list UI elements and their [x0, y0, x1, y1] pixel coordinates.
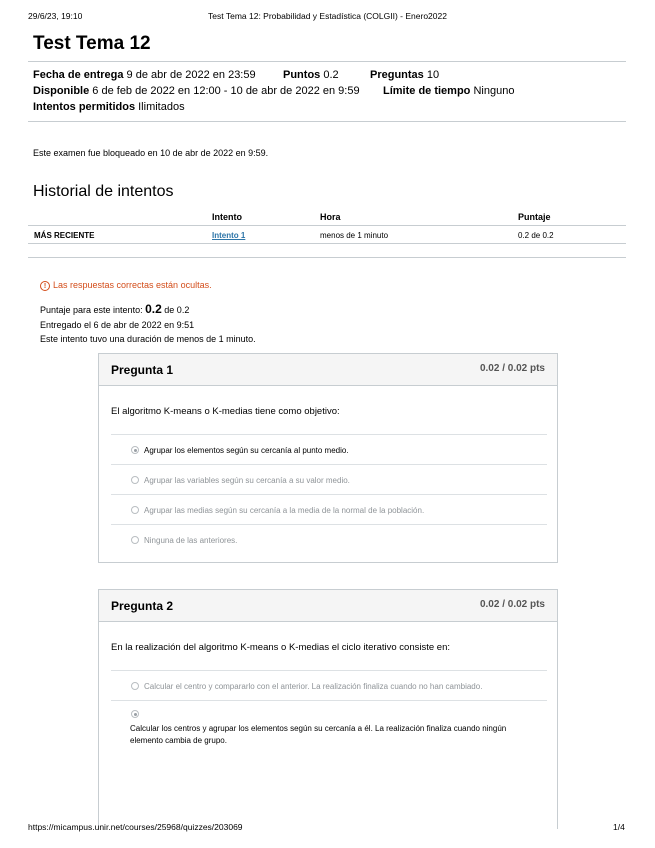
- question-title: Pregunta 1: [111, 363, 174, 377]
- due-value: 9 de abr de 2022 en 23:59: [126, 69, 256, 81]
- divider: [28, 61, 626, 62]
- locked-message: Este examen fue bloqueado en 10 de abr de 2022 en 9:59.: [33, 148, 269, 158]
- submitted-line: Entregado el 6 de abr de 2022 en 9:51: [40, 320, 195, 330]
- answer-option[interactable]: [111, 494, 547, 524]
- points-meta: [283, 69, 339, 81]
- history-row-score: 0.2 de 0.2: [518, 231, 554, 240]
- available-meta: [33, 85, 360, 97]
- question-text: En la realización del algoritmo K-means o K-medias el ciclo iterativo consiste en:: [111, 642, 450, 653]
- question-card: [98, 589, 558, 829]
- history-title: Historial de intentos: [33, 183, 174, 200]
- question-points: 0.02 / 0.02 pts: [479, 599, 545, 610]
- answer-label: Calcular el centro y compararlo con el anterior. La realización finaliza cuando no han cambiado.: [144, 682, 483, 691]
- footer-url: https://micampus.unir.net/courses/25968/quizzes/203069: [28, 822, 243, 832]
- radio-icon: [131, 536, 139, 544]
- history-row-time: menos de 1 minuto: [320, 231, 389, 240]
- answer-label: Agrupar las variables según su cercanía a su valor medio.: [144, 476, 350, 485]
- radio-selected-icon: [131, 710, 139, 718]
- answer-option[interactable]: [111, 670, 547, 700]
- history-header-row: [28, 208, 626, 226]
- meta-line-1: [33, 69, 256, 81]
- divider: [28, 257, 626, 258]
- time-limit-label: Límite de tiempo: [383, 85, 471, 97]
- radio-icon: [131, 682, 139, 690]
- question-text: El algoritmo K-means o K-medias tiene como objetivo:: [111, 406, 340, 417]
- history-col-score: Puntaje: [518, 212, 551, 222]
- score-suffix: de 0.2: [164, 305, 190, 315]
- print-header: [0, 11, 655, 25]
- print-date: 29/6/23, 19:10: [28, 11, 83, 21]
- attempts-meta: [33, 101, 185, 113]
- question-card: [98, 353, 558, 563]
- warning-icon: !: [40, 281, 50, 291]
- radio-selected-icon: [131, 446, 139, 454]
- score-line: [40, 302, 189, 316]
- question-header: [99, 354, 557, 386]
- answer-label: Ninguna de las anteriores.: [144, 536, 238, 545]
- answer-option[interactable]: [111, 524, 547, 554]
- page-title: Test Tema 12: [33, 33, 151, 54]
- available-label: Disponible: [33, 85, 90, 97]
- attempts-label: Intentos permitidos: [33, 101, 136, 113]
- points-label: Puntos: [283, 69, 321, 81]
- answer-option[interactable]: [111, 464, 547, 494]
- due-label: Fecha de entrega: [33, 69, 124, 81]
- radio-icon: [131, 476, 139, 484]
- table-row: [28, 226, 626, 244]
- questions-label: Preguntas: [370, 69, 424, 81]
- history-col-attempt: Intento: [212, 212, 242, 222]
- duration-line: Este intento tuvo una duración de menos de 1 minuto.: [40, 334, 256, 344]
- question-title: Pregunta 2: [111, 599, 174, 613]
- answer-label: Agrupar las medias según su cercanía a la media de la normal de la población.: [144, 506, 425, 515]
- score-prefix: Puntaje para este intento:: [40, 305, 143, 315]
- radio-icon: [131, 506, 139, 514]
- divider: [28, 121, 626, 122]
- answer-option[interactable]: [111, 700, 547, 750]
- history-row-label: MÁS RECIENTE: [34, 231, 95, 240]
- score-value: 0.2: [145, 302, 162, 316]
- attempt-link[interactable]: Intento 1: [212, 231, 246, 240]
- history-col-time: Hora: [320, 212, 341, 222]
- print-doc-title: Test Tema 12: Probabilidad y Estadística (COLGII) - Enero2022: [208, 11, 447, 21]
- hidden-answers-notice: [40, 280, 212, 291]
- time-limit-meta: [383, 85, 514, 97]
- points-value: 0.2: [323, 69, 339, 81]
- questions-value: 10: [426, 69, 440, 81]
- answer-label: Calcular los centros y agrupar los elementos según su cercanía a él. La realización finaliza cuando ningún elemento cambia de grupo.: [130, 724, 507, 745]
- question-header: [99, 590, 557, 622]
- available-value: 6 de feb de 2022 en 12:00 - 10 de abr de 2022 en 9:59: [92, 85, 360, 97]
- time-limit-value: Ninguno: [473, 85, 515, 97]
- answer-option[interactable]: [111, 434, 547, 464]
- answer-label: Agrupar los elementos según su cercanía al punto medio.: [144, 446, 349, 455]
- hidden-answers-text: Las respuestas correctas están ocultas.: [53, 280, 212, 290]
- footer-page-number: 1/4: [613, 822, 625, 832]
- history-table: [28, 208, 626, 244]
- question-points: 0.02 / 0.02 pts: [479, 363, 545, 374]
- attempts-value: Ilimitados: [138, 101, 185, 113]
- questions-meta: [370, 69, 439, 81]
